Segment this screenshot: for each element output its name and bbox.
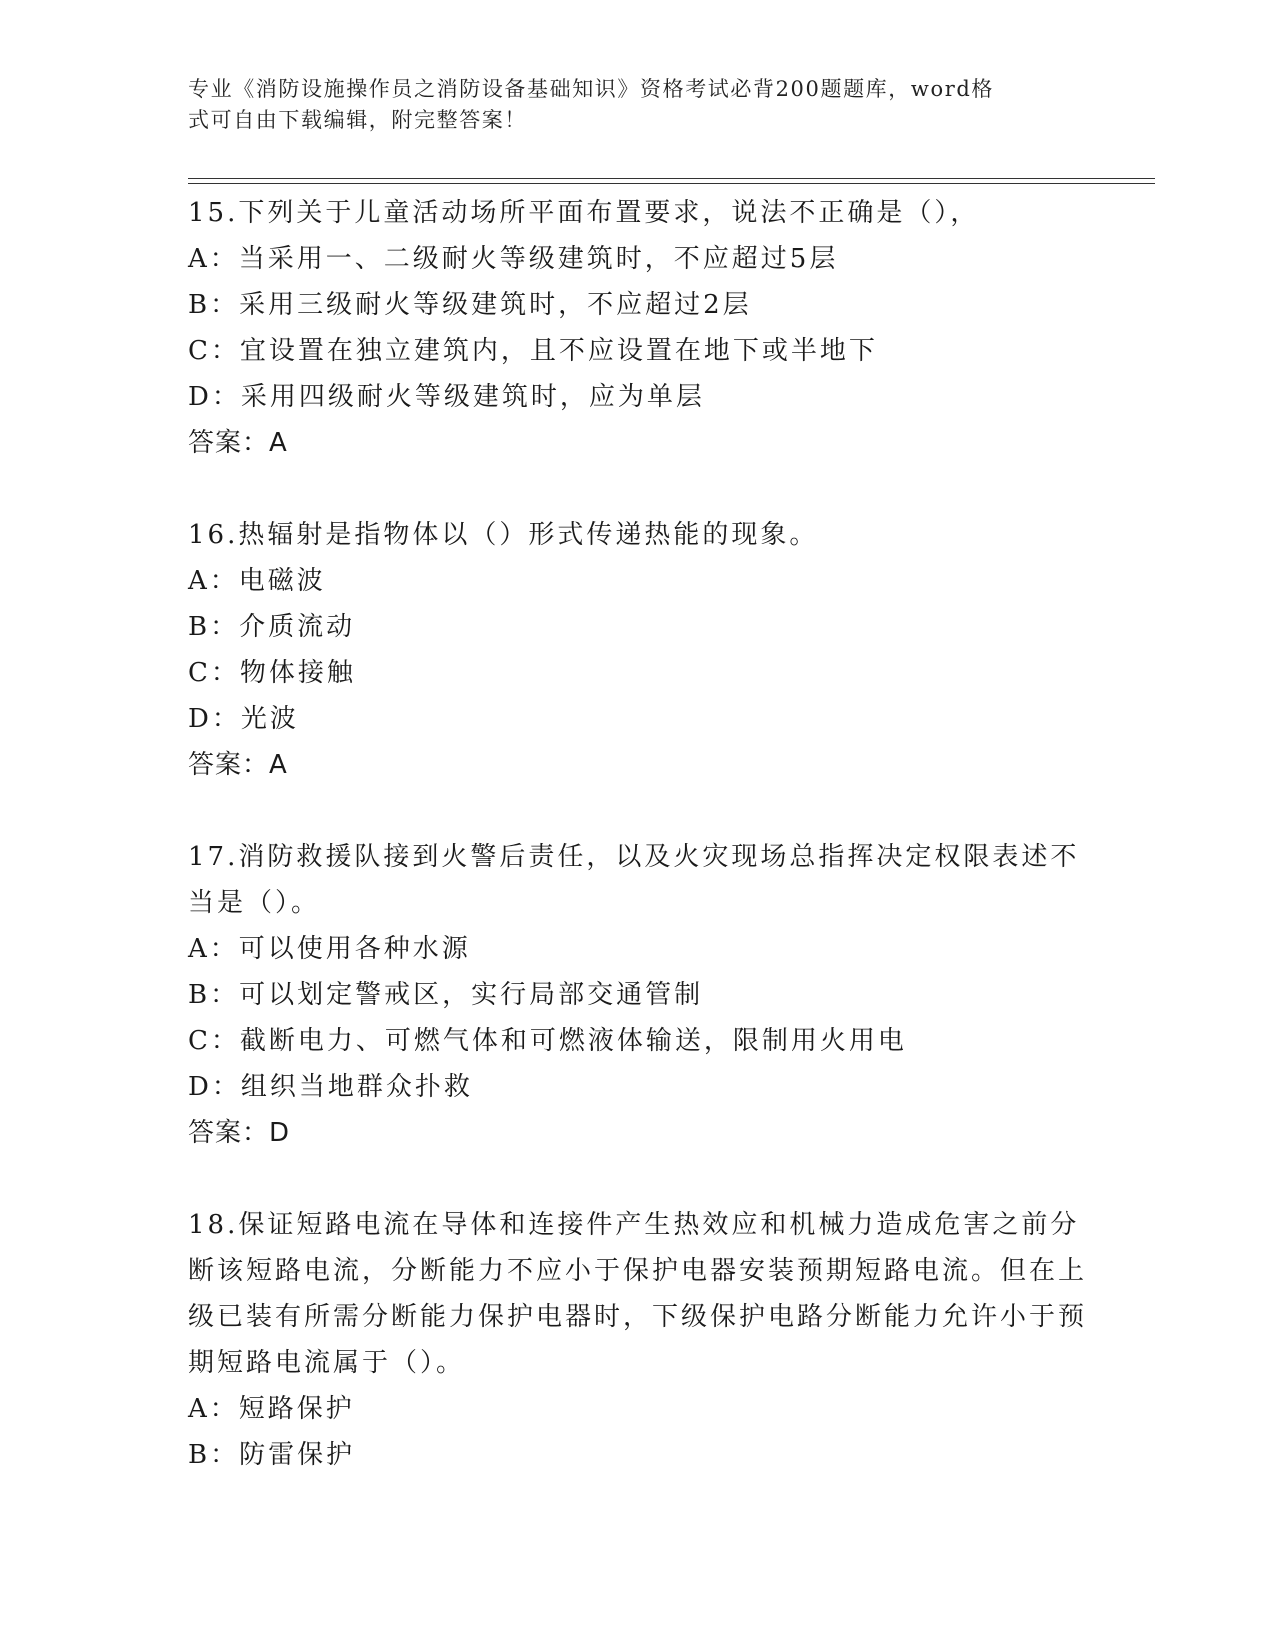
option-text: 当采用一、二级耐火等级建筑时，不应超过5层 bbox=[238, 244, 839, 274]
option-key: B： bbox=[188, 980, 240, 1010]
option-key: C： bbox=[188, 1026, 240, 1056]
option-c bbox=[188, 1018, 1088, 1064]
question-number: 16. bbox=[188, 520, 239, 550]
option-text: 可以划定警戒区，实行局部交通管制 bbox=[239, 980, 704, 1010]
question-stem bbox=[188, 512, 1088, 558]
option-text: 防雷保护 bbox=[239, 1440, 356, 1470]
question-number: 15. bbox=[188, 198, 239, 228]
option-c bbox=[188, 650, 1088, 696]
option-text: 组织当地群众扑救 bbox=[240, 1072, 473, 1102]
option-text: 采用三级耐火等级建筑时，不应超过2层 bbox=[239, 290, 752, 320]
question-number: 18. bbox=[188, 1210, 239, 1240]
header-rule-top bbox=[188, 178, 1155, 179]
header-line-1: 专业《消防设施操作员之消防设备基础知识》资格考试必背200题题库，word格 bbox=[188, 77, 994, 101]
question-text: 下列关于儿童活动场所平面布置要求，说法不正确是（）， bbox=[238, 198, 980, 228]
option-text: 可以使用各种水源 bbox=[238, 934, 471, 964]
option-key: D： bbox=[188, 1072, 241, 1102]
option-key: C： bbox=[188, 336, 240, 366]
option-a bbox=[188, 236, 1088, 282]
question-18 bbox=[188, 1202, 1088, 1478]
answer-line bbox=[188, 420, 1088, 466]
option-a bbox=[188, 926, 1088, 972]
question-stem bbox=[188, 190, 1088, 236]
question-number: 17. bbox=[188, 842, 239, 872]
option-key: A： bbox=[188, 566, 239, 596]
question-list bbox=[188, 190, 1088, 1524]
option-text: 采用四级耐火等级建筑时，应为单层 bbox=[240, 382, 705, 412]
question-15 bbox=[188, 190, 1088, 466]
option-b bbox=[188, 972, 1088, 1018]
option-a bbox=[188, 1386, 1088, 1432]
option-key: B： bbox=[188, 612, 240, 642]
option-text: 宜设置在独立建筑内，且不应设置在地下或半地下 bbox=[239, 336, 878, 366]
option-d bbox=[188, 374, 1088, 420]
answer-line bbox=[188, 1110, 1088, 1156]
document-header bbox=[188, 74, 1068, 136]
option-text: 截断电力、可燃气体和可燃液体输送，限制用火用电 bbox=[239, 1026, 907, 1056]
question-17 bbox=[188, 834, 1088, 1156]
option-b bbox=[188, 1432, 1088, 1478]
option-text: 物体接触 bbox=[239, 658, 356, 688]
option-key: D： bbox=[188, 382, 241, 412]
option-key: D： bbox=[188, 704, 241, 734]
answer-line bbox=[188, 742, 1088, 788]
option-c bbox=[188, 328, 1088, 374]
option-b bbox=[188, 282, 1088, 328]
option-key: B： bbox=[188, 1440, 240, 1470]
option-key: A： bbox=[188, 1394, 239, 1424]
question-16 bbox=[188, 512, 1088, 788]
header-line-2: 式可自由下载编辑，附完整答案！ bbox=[188, 108, 527, 132]
question-text: 保证短路电流在导体和连接件产生热效应和机械力造成危害之前分断该短路电流，分断能力不应小于保护电器安装预期短路电流。但在上级已装有所需分断能力保护电器时，下级保护电路分断能力允许小于预期短路电流属于（）。 bbox=[188, 1210, 1088, 1378]
question-stem bbox=[188, 1202, 1088, 1386]
option-text: 光波 bbox=[240, 704, 299, 734]
option-a bbox=[188, 558, 1088, 604]
question-stem bbox=[188, 834, 1088, 926]
answer-label: 答案： bbox=[188, 1118, 270, 1148]
answer-value: A bbox=[269, 428, 288, 458]
option-text: 短路保护 bbox=[238, 1394, 355, 1424]
option-key: A： bbox=[188, 934, 239, 964]
option-key: B： bbox=[188, 290, 240, 320]
answer-value: D bbox=[269, 1118, 291, 1148]
option-key: C： bbox=[188, 658, 240, 688]
option-d bbox=[188, 696, 1088, 742]
option-key: A： bbox=[188, 244, 239, 274]
option-text: 介质流动 bbox=[239, 612, 356, 642]
answer-value: A bbox=[269, 750, 288, 780]
question-text: 热辐射是指物体以（）形式传递热能的现象。 bbox=[238, 520, 819, 550]
question-text: 消防救援队接到火警后责任，以及火灾现场总指挥决定权限表述不当是（）。 bbox=[188, 842, 1080, 918]
option-b bbox=[188, 604, 1088, 650]
header-rule-bottom bbox=[188, 183, 1155, 184]
answer-label: 答案： bbox=[188, 750, 270, 780]
option-d bbox=[188, 1064, 1088, 1110]
answer-label: 答案： bbox=[188, 428, 270, 458]
option-text: 电磁波 bbox=[238, 566, 326, 596]
